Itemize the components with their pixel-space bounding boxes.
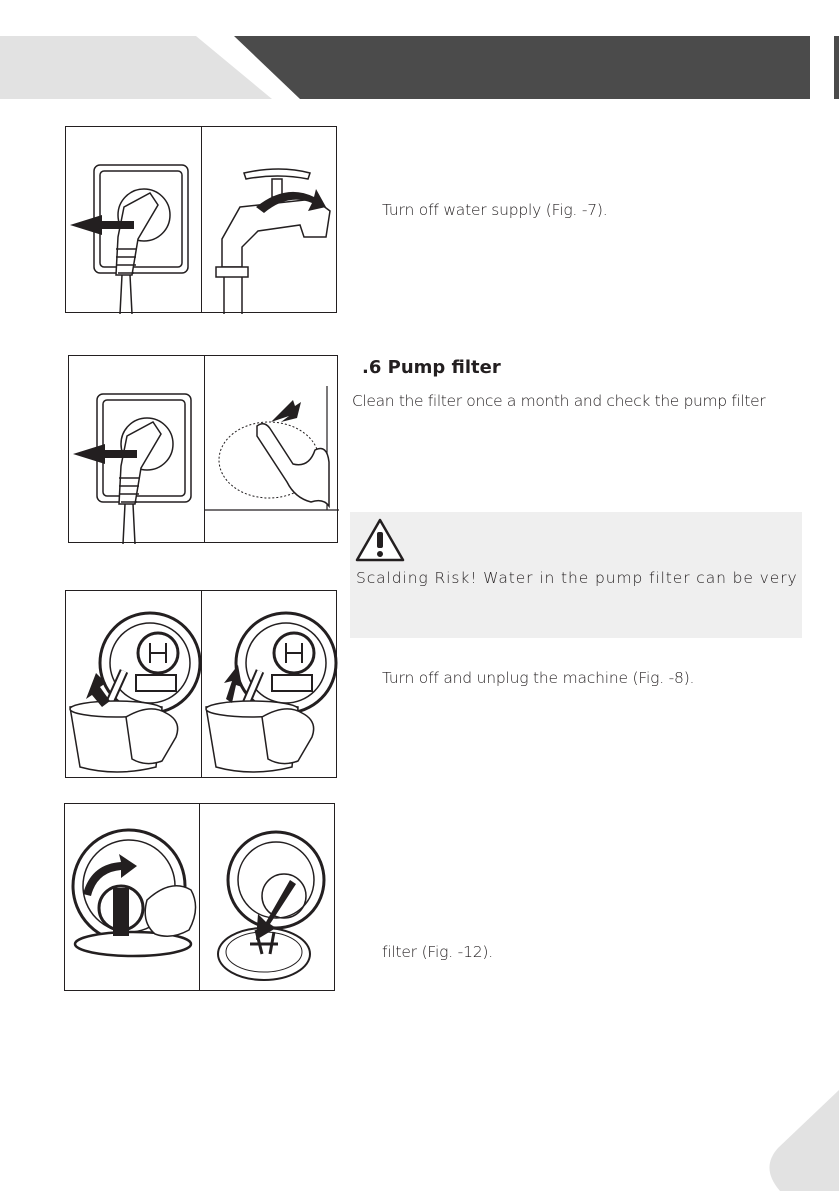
step-turn-off-water: Turn off water supply (Fig. -7). [382,201,608,219]
section-title: .6 Pump filter [362,357,501,378]
step-unplug-machine: Turn off and unplug the machine (Fig. -8). [382,669,695,687]
section-intro: Clean the filter once a month and check the pump filter [352,392,766,410]
warning-text: Scalding Risk! Water in the pump filter can be very [356,569,798,587]
step-filter: filter (Fig. -12). [382,943,493,961]
